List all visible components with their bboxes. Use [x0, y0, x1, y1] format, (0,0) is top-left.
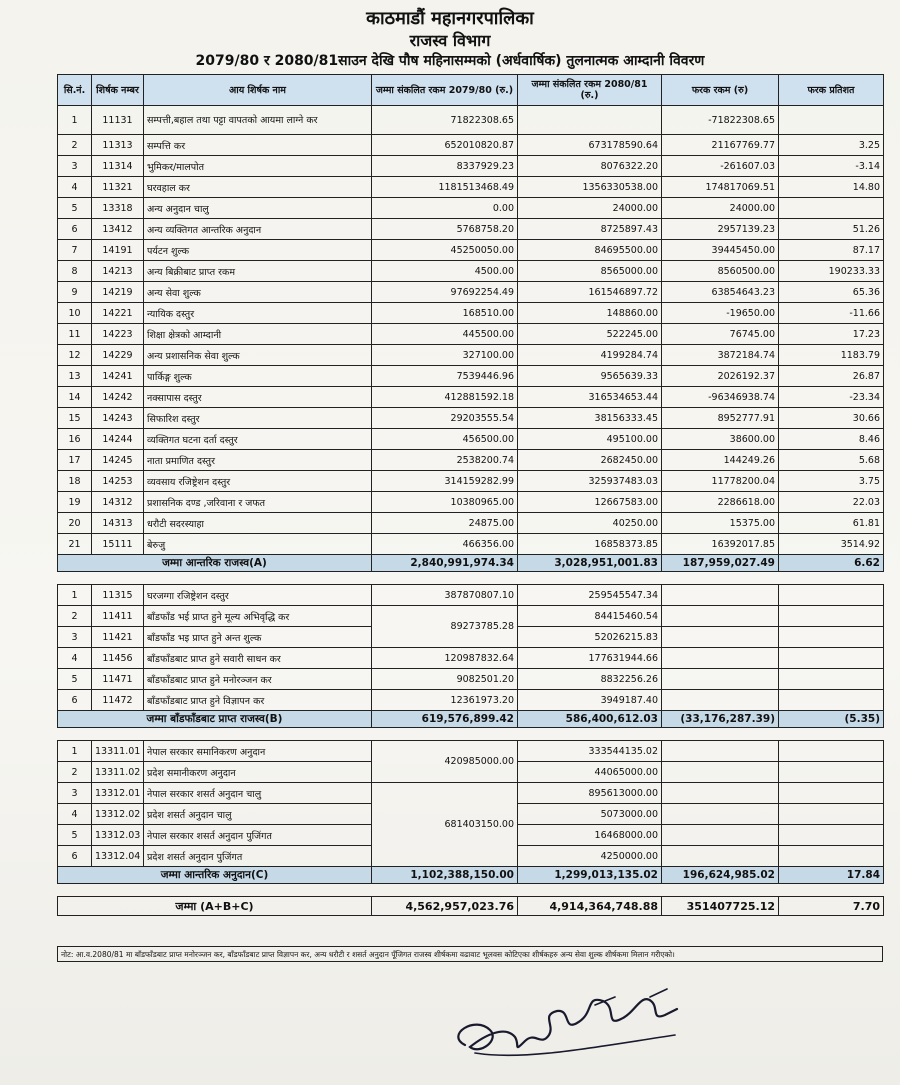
- cell-diff: [662, 669, 779, 690]
- cell-name: अन्य बिक्रीबाट प्राप्त रकम: [144, 261, 372, 282]
- table-row: [58, 219, 884, 240]
- cell-sn: 2: [58, 762, 92, 783]
- cell-2080: 84415460.54: [518, 606, 662, 627]
- cell-sn: 6: [58, 690, 92, 711]
- cell-2080: 2682450.00: [518, 450, 662, 471]
- total-a-2079: 2,840,991,974.34: [372, 555, 518, 572]
- table-row: [58, 261, 884, 282]
- cell-2080: 16468000.00: [518, 825, 662, 846]
- table-row: [58, 324, 884, 345]
- cell-2079: 1181513468.49: [372, 177, 518, 198]
- cell-sn: 2: [58, 606, 92, 627]
- cell-2079: 10380965.00: [372, 492, 518, 513]
- cell-diff: 15375.00: [662, 513, 779, 534]
- grand-total-label: जम्मा (A+B+C): [58, 897, 372, 916]
- table-row: [58, 303, 884, 324]
- cell-code: 13312.04: [92, 846, 144, 867]
- cell-2079: 24875.00: [372, 513, 518, 534]
- cell-pct: 65.36: [779, 282, 884, 303]
- cell-pct: [779, 648, 884, 669]
- cell-code: 11321: [92, 177, 144, 198]
- cell-name: सम्पत्ति कर: [144, 135, 372, 156]
- cell-name: बाँडफाँड भइ प्राप्त हुने अन्त शुल्क: [144, 627, 372, 648]
- table-row: [58, 177, 884, 198]
- cell-diff: [662, 690, 779, 711]
- cell-pct: 51.26: [779, 219, 884, 240]
- cell-name: शिक्षा क्षेत्रको आम्दानी: [144, 324, 372, 345]
- total-b-2080: 586,400,612.03: [518, 711, 662, 728]
- cell-2079: 445500.00: [372, 324, 518, 345]
- cell-diff: 2286618.00: [662, 492, 779, 513]
- cell-code: 14241: [92, 366, 144, 387]
- cell-code: 14229: [92, 345, 144, 366]
- cell-name: नेपाल सरकार समानिकरण अनुदान: [144, 741, 372, 762]
- cell-2080: 9565639.33: [518, 366, 662, 387]
- cell-pct: [779, 669, 884, 690]
- cell-2079: 466356.00: [372, 534, 518, 555]
- cell-2080: 16858373.85: [518, 534, 662, 555]
- cell-pct: [779, 585, 884, 606]
- cell-2080: 5073000.00: [518, 804, 662, 825]
- col-header-name: आय शिर्षक नाम: [144, 75, 372, 106]
- cell-2080: 84695500.00: [518, 240, 662, 261]
- cell-name: नाता प्रमाणित दस्तुर: [144, 450, 372, 471]
- cell-sn: 5: [58, 669, 92, 690]
- cell-diff: -261607.03: [662, 156, 779, 177]
- cell-code: 11472: [92, 690, 144, 711]
- cell-sn: 17: [58, 450, 92, 471]
- cell-diff: [662, 648, 779, 669]
- cell-name: नक्सापास दस्तुर: [144, 387, 372, 408]
- cell-pct: 30.66: [779, 408, 884, 429]
- cell-name: घरवहाल कर: [144, 177, 372, 198]
- cell-2079: 0.00: [372, 198, 518, 219]
- cell-name: सिफारिश दस्तुर: [144, 408, 372, 429]
- table-row: [58, 106, 884, 135]
- cell-2079: 4500.00: [372, 261, 518, 282]
- cell-sn: 9: [58, 282, 92, 303]
- cell-2080: 8832256.26: [518, 669, 662, 690]
- cell-2079: 97692254.49: [372, 282, 518, 303]
- spacer-row: [58, 572, 884, 585]
- cell-pct: [779, 804, 884, 825]
- cell-diff: 8560500.00: [662, 261, 779, 282]
- cell-diff: 24000.00: [662, 198, 779, 219]
- table-row: [58, 366, 884, 387]
- cell-pct: -3.14: [779, 156, 884, 177]
- total-b-label: जम्मा बाँडफाँडबाट प्राप्त राजस्व(B): [58, 711, 372, 728]
- cell-diff: -96346938.74: [662, 387, 779, 408]
- cell-code: 13318: [92, 198, 144, 219]
- cell-name: प्रदेश शसर्त अनुदान पुजिंगत: [144, 846, 372, 867]
- cell-code: 14213: [92, 261, 144, 282]
- cell-code: 13412: [92, 219, 144, 240]
- cell-diff: 8952777.91: [662, 408, 779, 429]
- cell-sn: 3: [58, 156, 92, 177]
- cell-diff: 16392017.85: [662, 534, 779, 555]
- cell-code: 14191: [92, 240, 144, 261]
- cell-diff: [662, 783, 779, 804]
- signature-icon: [445, 975, 695, 1075]
- cell-sn: 5: [58, 198, 92, 219]
- office-title: काठमाडौं महानगरपालिका: [366, 8, 534, 29]
- cell-name: बाँडफाँडबाट प्राप्त हुने विज्ञापन कर: [144, 690, 372, 711]
- cell-diff: 63854643.23: [662, 282, 779, 303]
- cell-name: प्रदेश शसर्त अनुदान चालु: [144, 804, 372, 825]
- cell-2079: 5768758.20: [372, 219, 518, 240]
- cell-pct: 61.81: [779, 513, 884, 534]
- cell-diff: [662, 804, 779, 825]
- table-row: [58, 534, 884, 555]
- cell-name: अन्य अनुदान चालु: [144, 198, 372, 219]
- cell-2080: 52026215.83: [518, 627, 662, 648]
- cell-sn: 13: [58, 366, 92, 387]
- cell-sn: 6: [58, 219, 92, 240]
- table-row: [58, 783, 884, 804]
- cell-name: घरजग्गा रजिष्ट्रेशन दस्तुर: [144, 585, 372, 606]
- table-row: [58, 585, 884, 606]
- revenue-comparison-table: [57, 74, 884, 916]
- cell-pct: 8.46: [779, 429, 884, 450]
- total-b-pct: (5.35): [779, 711, 884, 728]
- total-row-a: [58, 555, 884, 572]
- cell-code: 11131: [92, 106, 144, 135]
- cell-diff: 39445450.00: [662, 240, 779, 261]
- cell-diff: [662, 741, 779, 762]
- department-title: राजस्व विभाग: [409, 31, 491, 50]
- cell-2080: 895613000.00: [518, 783, 662, 804]
- total-a-label: जम्मा आन्तरिक राजस्व(A): [58, 555, 372, 572]
- cell-name: अन्य सेवा शुल्क: [144, 282, 372, 303]
- cell-diff: [662, 762, 779, 783]
- cell-pct: [779, 106, 884, 135]
- cell-2079: 652010820.87: [372, 135, 518, 156]
- cell-2079: 327100.00: [372, 345, 518, 366]
- total-row-b: [58, 711, 884, 728]
- cell-2080: 40250.00: [518, 513, 662, 534]
- cell-sn: 7: [58, 240, 92, 261]
- cell-code: 14244: [92, 429, 144, 450]
- cell-diff: 3872184.74: [662, 345, 779, 366]
- cell-2080: 38156333.45: [518, 408, 662, 429]
- col-header-diff: फरक रकम (रु): [662, 75, 779, 106]
- cell-pct: 3.75: [779, 471, 884, 492]
- cell-code: 11315: [92, 585, 144, 606]
- col-header-amt-2079: जम्मा संकलित रकम 2079/80 (रु.): [372, 75, 518, 106]
- cell-2080: 8076322.20: [518, 156, 662, 177]
- total-a-pct: 6.62: [779, 555, 884, 572]
- cell-diff: 38600.00: [662, 429, 779, 450]
- cell-name: न्यायिक दस्तुर: [144, 303, 372, 324]
- table-row: [58, 387, 884, 408]
- cell-2079: 456500.00: [372, 429, 518, 450]
- cell-2079: 29203555.54: [372, 408, 518, 429]
- report-title: 2079/80 र 2080/81साउन देखि पौष महिनासम्मको (अर्धवार्षिक) तुलनात्मक आम्दानी विवरण: [195, 53, 705, 69]
- cell-name: बाँडफाँडबाट प्राप्त हुने सवारी साधन कर: [144, 648, 372, 669]
- cell-2080: 12667583.00: [518, 492, 662, 513]
- grand-total-2080: 4,914,364,748.88: [518, 897, 662, 916]
- total-row-c: [58, 867, 884, 884]
- cell-name: बेरुजु: [144, 534, 372, 555]
- footnote: नोट: आ.व.2080/81 मा बाँडफाँडबाट प्राप्त मनोरञ्जन कर, बाँडफाँडबाट प्राप्त विज्ञापन कर, अन्य धरौटी र शसर्त अनुदान पूँजिगत राजस्व शीर्षकमा वढावाट भूलवस कोटिएका शीर्षकहरु अन्य सेवा शुल्क शीर्षकमा मिलान गरीएको।: [57, 946, 883, 962]
- cell-sn: 15: [58, 408, 92, 429]
- cell-diff: 76745.00: [662, 324, 779, 345]
- cell-2080: 8725897.43: [518, 219, 662, 240]
- cell-2080: 177631944.66: [518, 648, 662, 669]
- cell-diff: 174817069.51: [662, 177, 779, 198]
- cell-pct: -23.34: [779, 387, 884, 408]
- col-header-code: शिर्षक नम्बर: [92, 75, 144, 106]
- cell-code: 13312.01: [92, 783, 144, 804]
- cell-2080: 316534653.44: [518, 387, 662, 408]
- cell-2080: 3949187.40: [518, 690, 662, 711]
- cell-pct: 22.03: [779, 492, 884, 513]
- col-header-sn: सि.नं.: [58, 75, 92, 106]
- section-c-body: [58, 741, 884, 916]
- cell-2080: 333544135.02: [518, 741, 662, 762]
- cell-sn: 8: [58, 261, 92, 282]
- spacer-row: [58, 728, 884, 741]
- cell-code: 14221: [92, 303, 144, 324]
- total-c-2079: 1,102,388,150.00: [372, 867, 518, 884]
- cell-sn: 20: [58, 513, 92, 534]
- table-row: [58, 408, 884, 429]
- table-row: [58, 669, 884, 690]
- cell-pct: [779, 846, 884, 867]
- table-row: [58, 345, 884, 366]
- cell-pct: [779, 783, 884, 804]
- cell-pct: 3.25: [779, 135, 884, 156]
- cell-code: 14313: [92, 513, 144, 534]
- cell-code: 13311.02: [92, 762, 144, 783]
- cell-2080: 44065000.00: [518, 762, 662, 783]
- cell-2079: 45250050.00: [372, 240, 518, 261]
- cell-code: 11313: [92, 135, 144, 156]
- table-row: [58, 282, 884, 303]
- cell-2079-merged: 420985000.00: [372, 741, 518, 783]
- cell-2079: 7539446.96: [372, 366, 518, 387]
- cell-code: 11471: [92, 669, 144, 690]
- cell-sn: 1: [58, 106, 92, 135]
- cell-name: प्रशासनिक दण्ड ,जरिवाना र जफत: [144, 492, 372, 513]
- table-row: [58, 198, 884, 219]
- cell-sn: 21: [58, 534, 92, 555]
- cell-name: प्रदेश समानीकरण अनुदान: [144, 762, 372, 783]
- cell-pct: 190233.33: [779, 261, 884, 282]
- cell-code: 13312.02: [92, 804, 144, 825]
- cell-diff: -71822308.65: [662, 106, 779, 135]
- total-c-diff: 196,624,985.02: [662, 867, 779, 884]
- table-header-row: [58, 75, 884, 106]
- cell-2080: 522245.00: [518, 324, 662, 345]
- cell-pct: 5.68: [779, 450, 884, 471]
- cell-pct: 14.80: [779, 177, 884, 198]
- cell-pct: 3514.92: [779, 534, 884, 555]
- cell-diff: 2957139.23: [662, 219, 779, 240]
- cell-2079-merged: 89273785.28: [372, 606, 518, 648]
- cell-sn: 14: [58, 387, 92, 408]
- total-c-label: जम्मा आन्तरिक अनुदान(C): [58, 867, 372, 884]
- cell-2079: 9082501.20: [372, 669, 518, 690]
- cell-sn: 18: [58, 471, 92, 492]
- cell-pct: [779, 627, 884, 648]
- cell-pct: 1183.79: [779, 345, 884, 366]
- cell-code: 14312: [92, 492, 144, 513]
- cell-code: 13312.03: [92, 825, 144, 846]
- cell-sn: 16: [58, 429, 92, 450]
- cell-pct: [779, 825, 884, 846]
- cell-diff: [662, 846, 779, 867]
- total-b-2079: 619,576,899.42: [372, 711, 518, 728]
- cell-2079: 120987832.64: [372, 648, 518, 669]
- cell-name: नेपाल सरकार शसर्त अनुदान चालु: [144, 783, 372, 804]
- cell-pct: 87.17: [779, 240, 884, 261]
- cell-code: 11314: [92, 156, 144, 177]
- table-row: [58, 606, 884, 627]
- cell-sn: 6: [58, 846, 92, 867]
- cell-sn: 4: [58, 804, 92, 825]
- grand-total-2079: 4,562,957,023.76: [372, 897, 518, 916]
- cell-diff: [662, 606, 779, 627]
- table-row: [58, 450, 884, 471]
- section-b-body: [58, 585, 884, 741]
- table-row: [58, 429, 884, 450]
- cell-2080: [518, 106, 662, 135]
- cell-sn: 1: [58, 741, 92, 762]
- table-row: [58, 690, 884, 711]
- cell-2080: 4250000.00: [518, 846, 662, 867]
- cell-2079-merged: 681403150.00: [372, 783, 518, 867]
- cell-sn: 12: [58, 345, 92, 366]
- cell-2079: 387870807.10: [372, 585, 518, 606]
- table-row: [58, 240, 884, 261]
- cell-name: पर्यटन शुल्क: [144, 240, 372, 261]
- col-header-pct: फरक प्रतिशत: [779, 75, 884, 106]
- cell-name: नेपाल सरकार शसर्त अनुदान पुजिंगत: [144, 825, 372, 846]
- total-c-2080: 1,299,013,135.02: [518, 867, 662, 884]
- cell-sn: 19: [58, 492, 92, 513]
- cell-2079: 412881592.18: [372, 387, 518, 408]
- table-row: [58, 648, 884, 669]
- cell-diff: [662, 585, 779, 606]
- cell-2080: 24000.00: [518, 198, 662, 219]
- cell-code: 11421: [92, 627, 144, 648]
- cell-code: 14245: [92, 450, 144, 471]
- cell-sn: 1: [58, 585, 92, 606]
- cell-pct: [779, 741, 884, 762]
- cell-2080: 1356330538.00: [518, 177, 662, 198]
- cell-sn: 3: [58, 783, 92, 804]
- cell-pct: [779, 606, 884, 627]
- cell-sn: 10: [58, 303, 92, 324]
- section-a-total: [58, 555, 884, 585]
- total-a-diff: 187,959,027.49: [662, 555, 779, 572]
- cell-sn: 2: [58, 135, 92, 156]
- cell-2080: 495100.00: [518, 429, 662, 450]
- cell-diff: [662, 825, 779, 846]
- cell-name: सम्पत्ती,बहाल तथा पट्टा वापतको आयमा लाग्ने कर: [144, 106, 372, 135]
- cell-name: पार्किङ्ग शुल्क: [144, 366, 372, 387]
- cell-code: 14242: [92, 387, 144, 408]
- cell-code: 14219: [92, 282, 144, 303]
- table-row: [58, 156, 884, 177]
- cell-diff: [662, 627, 779, 648]
- cell-2080: 259545547.34: [518, 585, 662, 606]
- cell-name: धरौटी सदरस्याहा: [144, 513, 372, 534]
- cell-sn: 4: [58, 648, 92, 669]
- cell-name: बाँडफाँडबाट प्राप्त हुने मनोरञ्जन कर: [144, 669, 372, 690]
- col-header-amt-2080: जम्मा संकलित रकम 2080/81 (रु.): [518, 75, 662, 106]
- cell-code: 11456: [92, 648, 144, 669]
- cell-name: बाँडफाँड भई प्राप्त हुने मूल्य अभिवृद्धि कर: [144, 606, 372, 627]
- total-b-diff: (33,176,287.39): [662, 711, 779, 728]
- table-row: [58, 471, 884, 492]
- table-row: [58, 513, 884, 534]
- cell-2080: 161546897.72: [518, 282, 662, 303]
- cell-pct: -11.66: [779, 303, 884, 324]
- cell-code: 13311.01: [92, 741, 144, 762]
- cell-code: 15111: [92, 534, 144, 555]
- cell-2080: 148860.00: [518, 303, 662, 324]
- section-a-body: [58, 106, 884, 555]
- cell-2080: 4199284.74: [518, 345, 662, 366]
- cell-diff: 21167769.77: [662, 135, 779, 156]
- cell-2079: 8337929.23: [372, 156, 518, 177]
- grand-total-row: [58, 897, 884, 916]
- cell-name: व्यक्तिगत घटना दर्ता दस्तुर: [144, 429, 372, 450]
- grand-total-pct: 7.70: [779, 897, 884, 916]
- cell-diff: 11778200.04: [662, 471, 779, 492]
- table-row: [58, 492, 884, 513]
- cell-name: व्यवसाय रजिष्ट्रेशन दस्तुर: [144, 471, 372, 492]
- cell-pct: [779, 690, 884, 711]
- total-c-pct: 17.84: [779, 867, 884, 884]
- cell-2080: 673178590.64: [518, 135, 662, 156]
- cell-2079: 71822308.65: [372, 106, 518, 135]
- table-row: [58, 135, 884, 156]
- cell-sn: 11: [58, 324, 92, 345]
- cell-2079: 314159282.99: [372, 471, 518, 492]
- cell-code: 14243: [92, 408, 144, 429]
- cell-sn: 5: [58, 825, 92, 846]
- cell-name: भुमिकर/मालपोत: [144, 156, 372, 177]
- cell-pct: [779, 198, 884, 219]
- cell-sn: 3: [58, 627, 92, 648]
- cell-2080: 8565000.00: [518, 261, 662, 282]
- cell-name: अन्य व्यक्तिगत आन्तरिक अनुदान: [144, 219, 372, 240]
- cell-sn: 4: [58, 177, 92, 198]
- cell-name: अन्य प्रशासनिक सेवा शुल्क: [144, 345, 372, 366]
- cell-code: 14253: [92, 471, 144, 492]
- cell-2079: 12361973.20: [372, 690, 518, 711]
- cell-2079: 2538200.74: [372, 450, 518, 471]
- grand-total-diff: 351407725.12: [662, 897, 779, 916]
- cell-pct: 26.87: [779, 366, 884, 387]
- spacer-row: [58, 884, 884, 897]
- cell-pct: 17.23: [779, 324, 884, 345]
- cell-pct: [779, 762, 884, 783]
- cell-diff: -19650.00: [662, 303, 779, 324]
- cell-code: 14223: [92, 324, 144, 345]
- cell-diff: 144249.26: [662, 450, 779, 471]
- total-a-2080: 3,028,951,001.83: [518, 555, 662, 572]
- cell-code: 11411: [92, 606, 144, 627]
- cell-diff: 2026192.37: [662, 366, 779, 387]
- cell-2080: 325937483.03: [518, 471, 662, 492]
- cell-2079: 168510.00: [372, 303, 518, 324]
- table-row: [58, 741, 884, 762]
